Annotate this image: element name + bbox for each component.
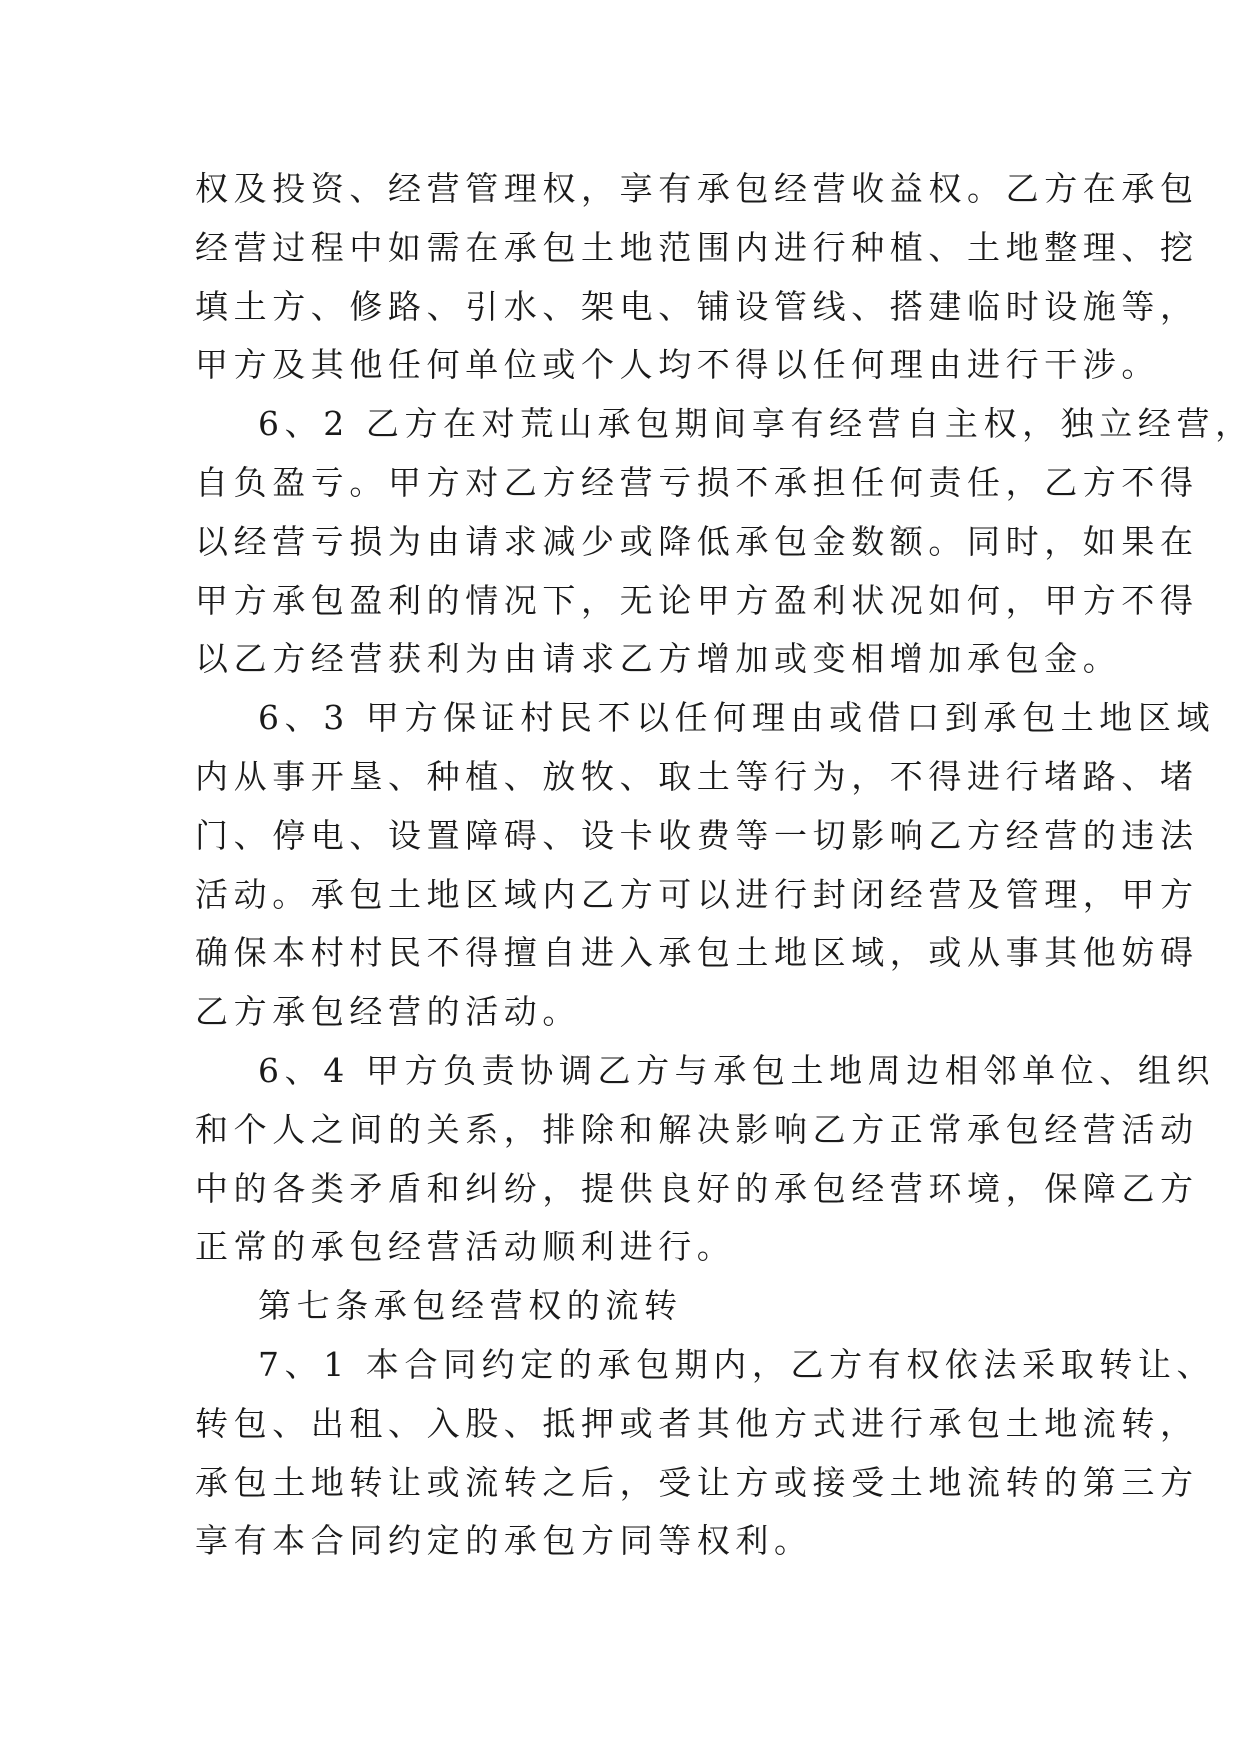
text-line: 自负盈亏。甲方对乙方经营亏损不承担任何责任，乙方不得	[195, 463, 1199, 502]
text-line: 承包土地转让或流转之后，受让方或接受土地流转的第三方	[195, 1462, 1199, 1502]
text-line: 甲方及其他任何单位或个人均不得以任何理由进行干涉。	[195, 345, 1160, 385]
text-line: 享有本合同约定的承包方同等权利。	[195, 1521, 813, 1561]
text-line: 内从事开垦、种植、放牧、取土等行为，不得进行堵路、堵	[195, 757, 1199, 796]
text-line: 以乙方经营获利为由请求乙方增加或变相增加承包金。	[195, 639, 1122, 679]
text-line: 6、3 甲方保证村民不以任何理由或借口到承包土地区域	[258, 698, 1216, 738]
text-line: 7、1 本合同约定的承包期内，乙方有权依法采取转让、	[258, 1345, 1216, 1384]
text-line: 经营过程中如需在承包土地范围内进行种植、土地整理、挖	[195, 227, 1199, 267]
text-line: 6、4 甲方负责协调乙方与承包土地周边相邻单位、组织	[258, 1051, 1216, 1090]
text-line: 和个人之间的关系，排除和解决影响乙方正常承包经营活动	[195, 1109, 1199, 1149]
text-line: 确保本村村民不得擅自进入承包土地区域，或从事其他妨碍	[195, 933, 1199, 973]
section-heading: 第七条承包经营权的流转	[258, 1286, 683, 1326]
text-line: 转包、出租、入股、抵押或者其他方式进行承包土地流转，	[195, 1403, 1199, 1443]
text-line: 活动。承包土地区域内乙方可以进行封闭经营及管理，甲方	[195, 874, 1199, 914]
text-line: 乙方承包经营的活动。	[195, 992, 581, 1032]
text-line: 中的各类矛盾和纠纷，提供良好的承包经营环境，保障乙方	[195, 1168, 1199, 1208]
text-line: 填土方、修路、引水、架电、铺设管线、搭建临时设施等，	[195, 286, 1199, 326]
text-line: 门、停电、设置障碍、设卡收费等一切影响乙方经营的违法	[195, 815, 1199, 855]
text-line: 甲方承包盈利的情况下，无论甲方盈利状况如何，甲方不得	[195, 580, 1199, 620]
text-line: 以经营亏损为由请求减少或降低承包金数额。同时，如果在	[195, 521, 1199, 561]
text-line: 6、2 乙方在对荒山承包期间享有经营自主权，独立经营，	[258, 404, 1254, 444]
text-line: 权及投资、经营管理权，享有承包经营收益权。乙方在承包	[195, 169, 1199, 208]
text-line: 正常的承包经营活动顺利进行。	[195, 1227, 736, 1267]
